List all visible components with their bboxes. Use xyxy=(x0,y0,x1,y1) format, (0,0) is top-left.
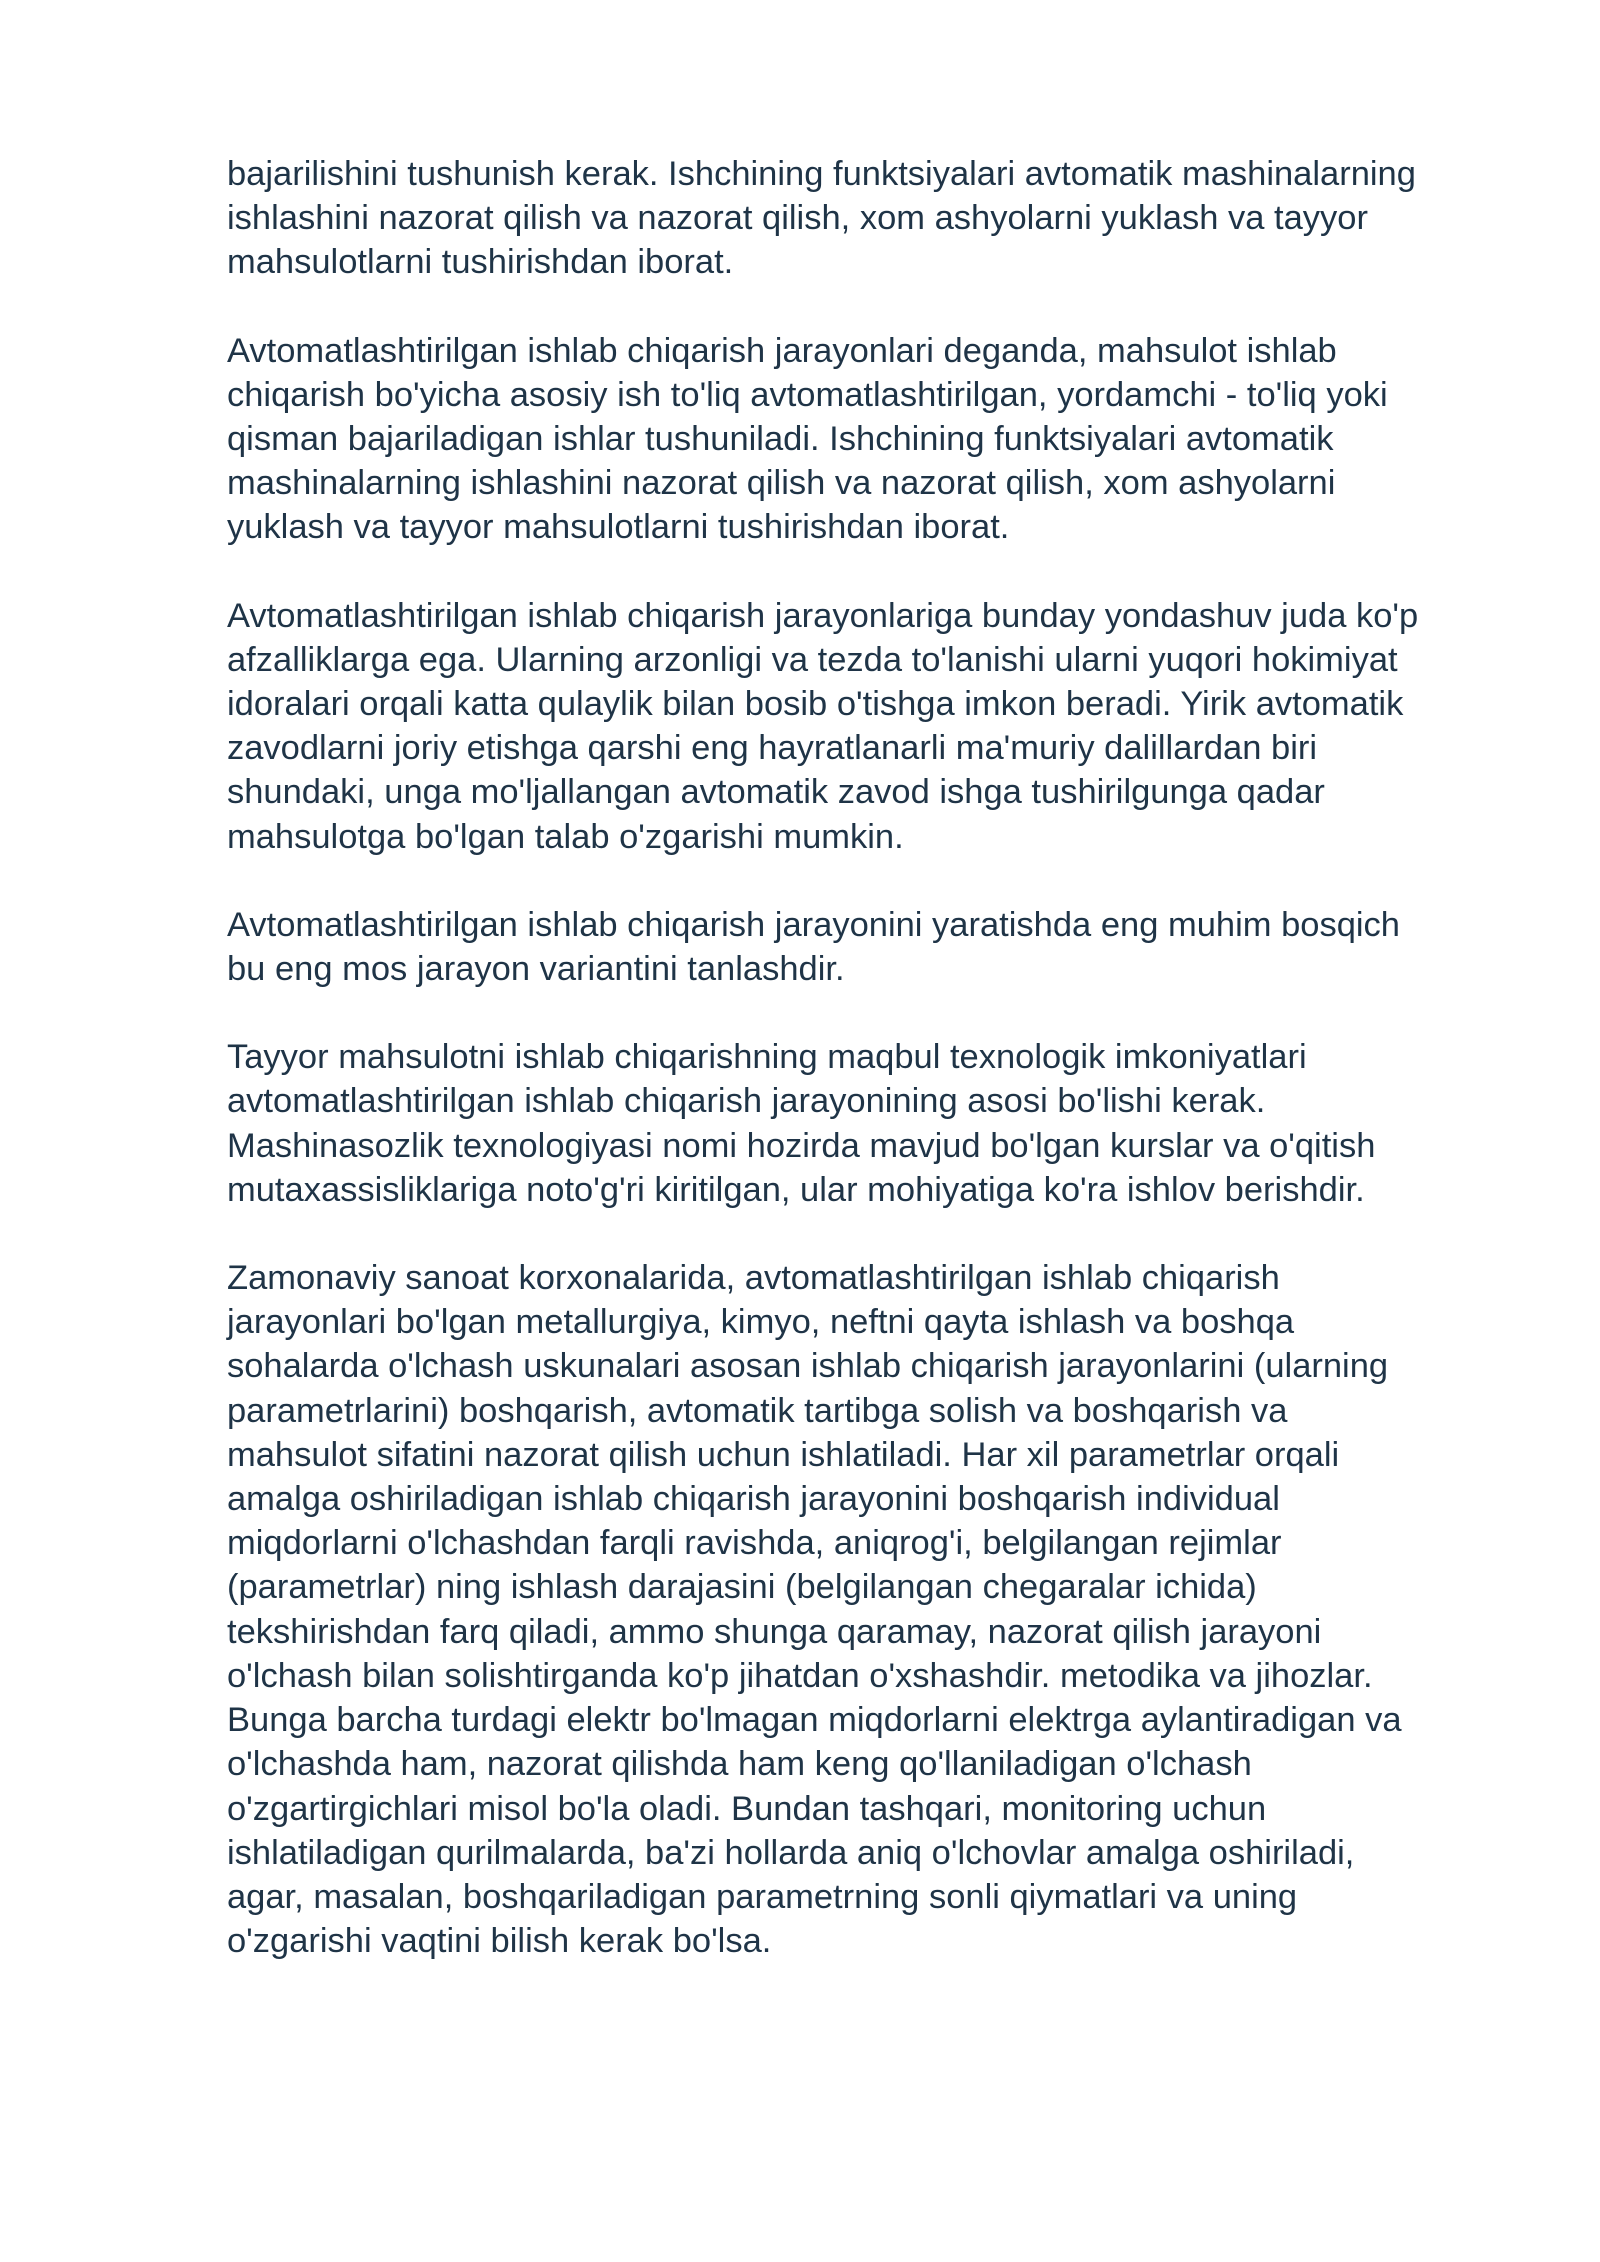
paragraph-2 xyxy=(227,329,1507,550)
text-line: o'zgartirgichlari misol bo'la oladi. Bundan tashqari, monitoring uchun xyxy=(227,1789,1267,1828)
text-line: jarayonlari bo'lgan metallurgiya, kimyo, neftni qayta ishlash va boshqa xyxy=(227,1303,1295,1342)
paragraph-4 xyxy=(227,903,1507,991)
text-line: bu eng mos jarayon variantini tanlashdir. xyxy=(227,950,845,989)
text-line: ishlatiladigan qurilmalarda, ba'zi hollarda aniq o'lchovlar amalga oshiriladi, xyxy=(227,1833,1355,1872)
text-line: afzalliklarga ega. Ularning arzonligi va tezda to'lanishi ularni yuqori hokimiyat xyxy=(227,640,1398,679)
text-line: Mashinasozlik texnologiyasi nomi hozirda mavjud bo'lgan kurslar va o'qitish xyxy=(227,1126,1376,1165)
text-line: sohalarda o'lchash uskunalari asosan ishlab chiqarish jarayonlarini (ularning xyxy=(227,1347,1389,1386)
text-line: bajarilishini tushunish kerak. Ishchining funktsiyalari avtomatik mashinalarning xyxy=(227,155,1416,193)
text-line: mashinalarning ishlashini nazorat qilish va nazorat qilish, xom ashyolarni xyxy=(227,464,1336,503)
text-line: miqdorlarni o'lchashdan farqli ravishda, aniqrog'i, belgilangan rejimlar xyxy=(227,1524,1282,1563)
paragraph-1 xyxy=(227,152,1507,285)
text-line: (parametrlar) ning ishlash darajasini (belgilangan chegaralar ichida) xyxy=(227,1568,1257,1607)
text-line: Zamonaviy sanoat korxonalarida, avtomatlashtirilgan ishlab chiqarish xyxy=(227,1259,1280,1298)
text-line: qisman bajariladigan ishlar tushuniladi. Ishchining funktsiyalari avtomatik xyxy=(227,420,1334,459)
text-line: chiqarish bo'yicha asosiy ish to'liq avtomatlashtirilgan, yordamchi - to'liq yoki xyxy=(227,375,1388,414)
text-line: o'lchash bilan solishtirganda ko'p jihatdan o'xshashdir. metodika va jihozlar. xyxy=(227,1656,1373,1695)
text-line: mutaxassisliklariga noto'g'ri kiritilgan, ular mohiyatiga ko'ra ishlov berishdir. xyxy=(227,1170,1365,1209)
text-line: o'zgarishi vaqtini bilish kerak bo'lsa. xyxy=(227,1922,772,1961)
text-line: o'lchashda ham, nazorat qilishda ham keng qo'llaniladigan o'lchash xyxy=(227,1745,1252,1784)
text-line: tekshirishdan farq qiladi, ammo shunga qaramay, nazorat qilish jarayoni xyxy=(227,1612,1322,1651)
text-line: Avtomatlashtirilgan ishlab chiqarish jarayonlari deganda, mahsulot ishlab xyxy=(227,331,1337,370)
text-line: mahsulotlarni tushirishdan iborat. xyxy=(227,243,734,282)
text-line: parametrlarini) boshqarish, avtomatik tartibga solish va boshqarish va xyxy=(227,1391,1288,1430)
text-line: Bunga barcha turdagi elektr bo'lmagan miqdorlarni elektrga aylantiradigan va xyxy=(227,1701,1402,1740)
document-body xyxy=(227,152,1507,2007)
text-line: yuklash va tayyor mahsulotlarni tushirishdan iborat. xyxy=(227,508,1010,547)
text-line: Avtomatlashtirilgan ishlab chiqarish jarayonini yaratishda eng muhim bosqich xyxy=(227,905,1400,944)
text-line: ishlashini nazorat qilish va nazorat qilish, xom ashyolarni yuklash va tayyor xyxy=(227,199,1368,238)
text-line: mahsulotga bo'lgan talab o'zgarishi mumkin. xyxy=(227,817,904,856)
text-line: Avtomatlashtirilgan ishlab chiqarish jarayonlariga bunday yondashuv juda ko'p xyxy=(227,596,1419,635)
paragraph-6 xyxy=(227,1256,1507,1963)
paragraph-3 xyxy=(227,594,1507,859)
text-line: shundaki, unga mo'ljallangan avtomatik zavod ishga tushirilgunga qadar xyxy=(227,773,1325,812)
text-line: avtomatlashtirilgan ishlab chiqarish jarayonining asosi bo'lishi kerak. xyxy=(227,1082,1266,1121)
text-line: zavodlarni joriy etishga qarshi eng hayratlanarli ma'muriy dalillardan biri xyxy=(227,729,1318,768)
text-line: agar, masalan, boshqariladigan parametrning sonli qiymatlari va uning xyxy=(227,1877,1298,1916)
text-line: idoralari orqali katta qulaylik bilan bosib o'tishga imkon beradi. Yirik avtomatik xyxy=(227,685,1404,724)
text-line: mahsulot sifatini nazorat qilish uchun ishlatiladi. Har xil parametrlar orqali xyxy=(227,1435,1340,1474)
text-line: amalga oshiriladigan ishlab chiqarish jarayonini boshqarish individual xyxy=(227,1480,1280,1519)
paragraph-5 xyxy=(227,1035,1507,1212)
text-line: Tayyor mahsulotni ishlab chiqarishning maqbul texnologik imkoniyatlari xyxy=(227,1038,1307,1077)
